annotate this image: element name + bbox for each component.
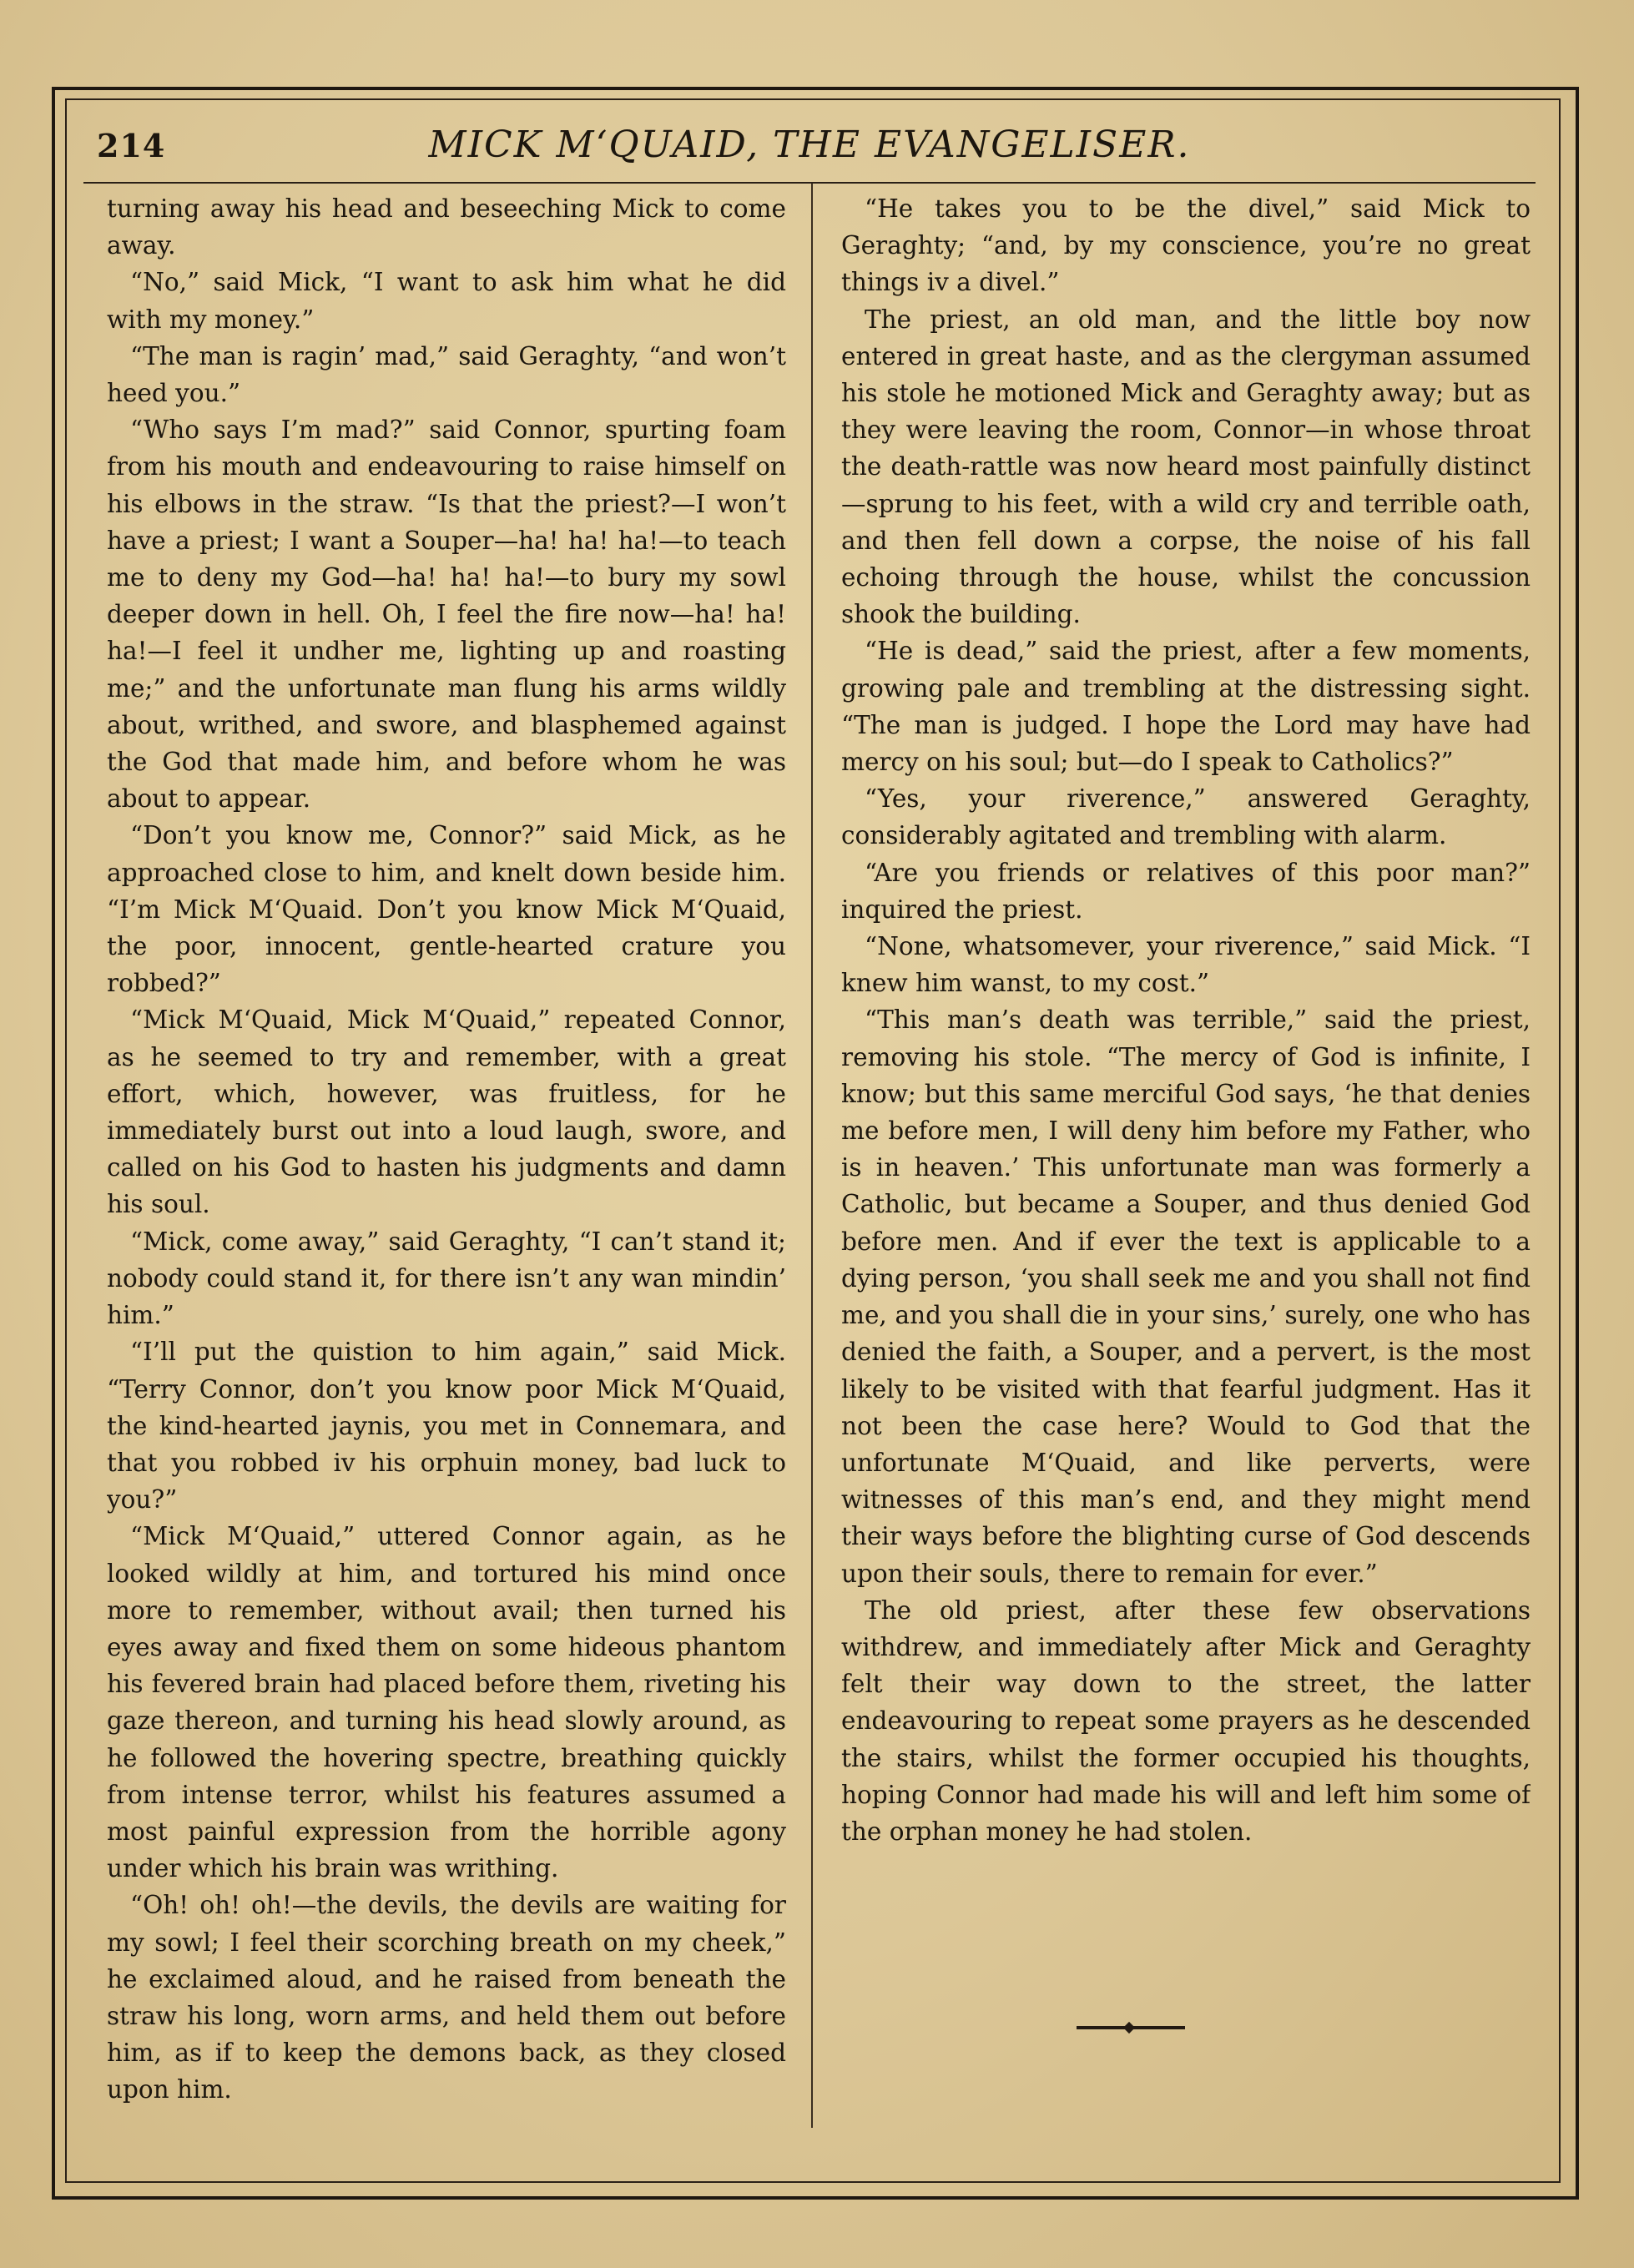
- paragraph: “Oh! oh! oh!—the devils, the devils are waiting for my sowl; I feel their scorching breath on my cheek,” he exclaimed aloud, and he raised from beneath the straw his long, worn arms, and held them out before him, as if to keep the demons back, as they closed upon him.: [107, 1891, 786, 2104]
- paragraph: The priest, an old man, and the little boy now entered in great haste, and as the clergyman assumed his stole he motioned Mick and Geraghty away; but as they were leaving the room, Connor—in whose throat the death-rattle was now heard most painfully distinct—sprung to his feet, with a wild cry and terrible oath, and then fell down a corpse, the noise of his fall echoing through the house, whilst the concussion shook the building.: [841, 305, 1531, 629]
- paragraph: “Are you friends or relatives of this poor man?” inquired the priest.: [841, 858, 1531, 924]
- paragraph: “Mick, come away,” said Geraghty, “I can’t stand it; nobody could stand it, for there isn’t any wan mindin’ him.”: [107, 1227, 786, 1330]
- paragraph: “I’ll put the quistion to him again,” said Mick. “Terry Connor, don’t you know poor Mick M‘Quaid, the kind-hearted jaynis, you met in Connemara, and that you robbed iv his orphuin money, bad luck to you?”: [107, 1338, 786, 1515]
- header-rule: [83, 182, 1536, 184]
- paragraph: “He is dead,” said the priest, after a few moments, growing pale and trembling at the distressing sight. “The man is judged. I hope the Lord may have had mercy on his soul; but—do I speak to Catholics?”: [841, 637, 1531, 777]
- paragraph: “Mick M‘Quaid, Mick M‘Quaid,” repeated Connor, as he seemed to try and remember, with a great effort, which, however, was fruitless, for he immediately burst out into a loud laugh, swore, and called on his God to hasten his judgments and damn his soul.: [107, 1005, 786, 1219]
- paragraph: “Yes, your riverence,” answered Geraghty, considerably agitated and trembling with alarm.: [841, 784, 1531, 850]
- chapter-end-ornament: [1077, 2026, 1185, 2029]
- column-divider: [811, 184, 813, 2128]
- right-column: [841, 190, 1531, 2134]
- paragraph: “Don’t you know me, Connor?” said Mick, as he approached close to him, and knelt down beside him. “I’m Mick M‘Quaid. Don’t you know Mick M‘Quaid, the poor, innocent, gentle-hearted crature you robbed?”: [107, 821, 786, 998]
- paragraph: “He takes you to be the divel,” said Mick to Geraghty; “and, by my conscience, you’re no great things iv a divel.”: [841, 194, 1531, 297]
- paragraph: “Mick M‘Quaid,” uttered Connor again, as he looked wildly at him, and tortured his mind once more to remember, without avail; then turned his eyes away and fixed them on some hideous phantom his fevered brain had placed before them, riveting his gaze thereon, and turning his head slowly around, as he followed the hovering spectre, breathing quickly from intense terror, whilst his features assumed a most painful expression from the horrible agony under which his brain was writhing.: [107, 1522, 786, 1883]
- paragraph: “No,” said Mick, “I want to ask him what he did with my money.”: [107, 268, 786, 334]
- paragraph: turning away his head and beseeching Mick to come away.: [107, 194, 786, 260]
- paragraph: “None, whatsomever, your riverence,” said Mick. “I knew him wanst, to my cost.”: [841, 932, 1531, 998]
- left-column: [107, 190, 786, 2134]
- paragraph: “Who says I’m mad?” said Connor, spurting foam from his mouth and endeavouring to raise himself on his elbows in the straw. “Is that the priest?—I won’t have a priest; I want a Souper—ha! ha! ha!—to teach me to deny my God—ha! ha! ha!—to bury my sowl deeper down in hell. Oh, I feel the fire now—ha! ha! ha!—I feel it undher me, lighting up and roasting me;” and the unfortunate man flung his arms wildly about, writhed, and swore, and blasphemed against the God that made him, and before whom he was about to appear.: [107, 416, 786, 814]
- running-title: MICK M‘QUAID, THE EVANGELISER.: [428, 123, 1191, 166]
- paragraph: “The man is ragin’ mad,” said Geraghty, “and won’t heed you.”: [107, 341, 786, 408]
- paragraph: The old priest, after these few observations withdrew, and immediately after Mick and Geraghty felt their way down to the street, the latter endeavouring to repeat some prayers as he descended the stairs, whilst the former occupied his thoughts, hoping Connor had made his will and left him some of the orphan money he had stolen.: [841, 1595, 1531, 1846]
- page-number: 214: [97, 127, 166, 164]
- paragraph: “This man’s death was terrible,” said the priest, removing his stole. “The mercy of God is infinite, I know; but this same merciful God says, ‘he that denies me before men, I will deny him before my Father, who is in heaven.’ This unfortunate man was formerly a Catholic, but became a Souper, and thus denied God before men. And if ever the text is applicable to a dying person, ‘you shall seek me and you shall not find me, and you shall die in your sins,’ surely, one who has denied the faith, a Souper, and a pervert, is the most likely to be visited with that fearful judgment. Has it not been the case here? Would to God that the unfortunate M‘Quaid, and like perverts, were witnesses of this man’s end, and they might mend their ways before the blighting curse of God descends upon their souls, there to remain for ever.”: [841, 1005, 1531, 1588]
- page-header: [83, 115, 1536, 182]
